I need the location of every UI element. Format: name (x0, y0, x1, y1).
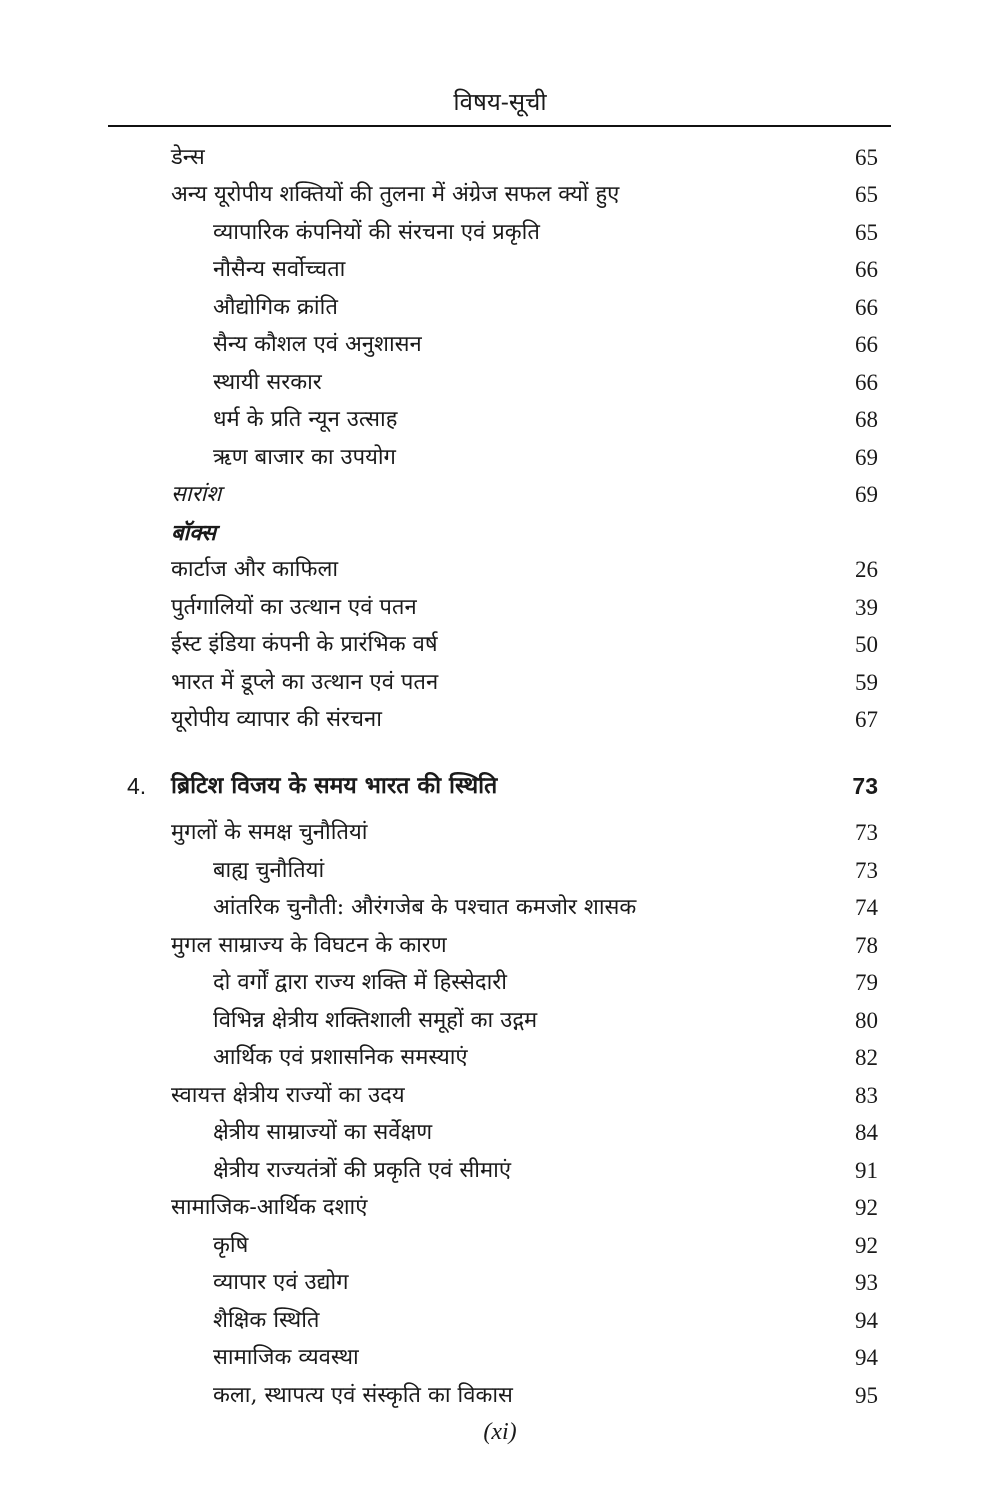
toc-entry-label: सारांश (171, 482, 222, 507)
toc-entry-label: यूरोपीय व्यापार की संरचना (171, 707, 382, 732)
toc-entry-page: 82 (855, 1045, 878, 1070)
toc-box-entry[interactable] (0, 665, 1000, 701)
toc-entry-page: 65 (855, 182, 878, 207)
toc-entry-page: 66 (855, 370, 878, 395)
toc-subentry[interactable] (0, 440, 1000, 476)
toc-entry-page: 93 (855, 1270, 878, 1295)
toc-entry-page: 92 (855, 1195, 878, 1220)
toc-entry-label: ईस्ट इंडिया कंपनी के प्रारंभिक वर्ष (171, 632, 438, 657)
toc-subentry[interactable] (0, 252, 1000, 288)
toc-entry-page: 39 (855, 595, 878, 620)
toc-entry-label: आर्थिक एवं प्रशासनिक समस्याएं (213, 1045, 468, 1070)
toc-subentry[interactable] (0, 365, 1000, 401)
chapter-title: ब्रिटिश विजय के समय भारत की स्थिति (171, 772, 498, 799)
toc-subentry[interactable] (0, 327, 1000, 363)
toc-entry-label: बाह्य चुनौतियां (213, 858, 325, 883)
toc-subentry[interactable] (0, 1228, 1000, 1264)
toc-entry-page: 68 (855, 407, 878, 432)
toc-box-entry[interactable] (0, 552, 1000, 588)
toc-entry-page: 80 (855, 1008, 878, 1033)
toc-box-entry[interactable] (0, 590, 1000, 626)
toc-subentry[interactable] (0, 1378, 1000, 1414)
page-number: (xi) (483, 1419, 517, 1445)
toc-subentry[interactable] (0, 1040, 1000, 1076)
toc-entry-page: 94 (855, 1345, 878, 1370)
toc-entry-page: 69 (855, 445, 878, 470)
toc-entry-page: 59 (855, 670, 878, 695)
toc-entry-label: नौसैन्य सर्वोच्चता (213, 257, 346, 282)
toc-entry-page: 73 (855, 820, 878, 845)
toc-entry-page: 83 (855, 1083, 878, 1108)
toc-entry-label: धर्म के प्रति न्यून उत्साह (213, 407, 398, 432)
toc-entry-label: शैक्षिक स्थिति (213, 1308, 320, 1333)
toc-entry-label: अन्य यूरोपीय शक्तियों की तुलना में अंग्रेज सफल क्यों हुए (171, 182, 620, 207)
toc-entry-label: कृषि (213, 1233, 249, 1258)
toc-entry-label: मुगल साम्राज्य के विघटन के कारण (171, 933, 447, 958)
chapter-number: 4. (127, 773, 147, 799)
toc-entry-label: पुर्तगालियों का उत्थान एवं पतन (171, 595, 417, 620)
toc-entry-label: स्वायत्त क्षेत्रीय राज्यों का उदय (171, 1083, 405, 1108)
toc-entry-page: 84 (855, 1120, 878, 1145)
toc-entry-label: क्षेत्रीय साम्राज्यों का सर्वेक्षण (213, 1120, 433, 1145)
toc-subentry[interactable] (0, 1340, 1000, 1376)
toc-entry-page: 79 (855, 970, 878, 995)
toc-subentry[interactable] (0, 290, 1000, 326)
header-divider (108, 125, 891, 127)
toc-entry[interactable] (0, 177, 1000, 213)
toc-entry-label: व्यापारिक कंपनियों की संरचना एवं प्रकृति (213, 220, 540, 245)
toc-subentry[interactable] (0, 1153, 1000, 1189)
toc-entry[interactable] (0, 1078, 1000, 1114)
chapter-page: 73 (852, 773, 878, 799)
toc-entry-page: 73 (855, 858, 878, 883)
toc-subentry[interactable] (0, 1003, 1000, 1039)
toc-entry-page: 74 (855, 895, 878, 920)
toc-entry-page: 66 (855, 295, 878, 320)
toc-entry-page: 66 (855, 257, 878, 282)
toc-entry-page: 92 (855, 1233, 878, 1258)
chapter-heading[interactable] (0, 768, 1000, 804)
toc-subentry[interactable] (0, 1265, 1000, 1301)
toc-entry-label: औद्योगिक क्रांति (213, 295, 338, 320)
page-title: विषय-सूची (453, 88, 547, 116)
toc-entry[interactable] (0, 140, 1000, 176)
toc-entry-label: व्यापार एवं उद्योग (213, 1270, 349, 1295)
toc-subentry[interactable] (0, 890, 1000, 926)
toc-entry-label: दो वर्गों द्वारा राज्य शक्ति में हिस्सेदारी (213, 970, 507, 995)
toc-entry-label: सामाजिक व्यवस्था (213, 1345, 359, 1370)
toc-entry-label: ऋण बाजार का उपयोग (213, 445, 396, 470)
toc-entry-page: 69 (855, 482, 878, 507)
toc-boxes-heading (0, 515, 1000, 551)
toc-entry-page: 66 (855, 332, 878, 357)
toc-entry-label: डेन्स (171, 145, 205, 170)
toc-entry-page: 94 (855, 1308, 878, 1333)
toc-entry[interactable] (0, 1190, 1000, 1226)
toc-entry-label: विभिन्न क्षेत्रीय शक्तिशाली समूहों का उद्गम (213, 1008, 538, 1033)
toc-entry-label: भारत में डूप्ले का उत्थान एवं पतन (171, 670, 439, 695)
toc-entry-label: मुगलों के समक्ष चुनौतियां (171, 820, 368, 845)
toc-subentry[interactable] (0, 402, 1000, 438)
toc-entry-page: 91 (855, 1158, 878, 1183)
toc-box-entry[interactable] (0, 627, 1000, 663)
toc-entry-label: आंतरिक चुनौती: औरंगजेब के पश्चात कमजोर शासक (213, 895, 637, 920)
toc-entry-page: 50 (855, 632, 878, 657)
toc-subentry[interactable] (0, 1115, 1000, 1151)
toc-entry[interactable] (0, 928, 1000, 964)
boxes-heading-label: बॉक्स (171, 520, 216, 546)
toc-entry-label: स्थायी सरकार (213, 370, 322, 395)
toc-entry-page: 65 (855, 145, 878, 170)
toc-entry-page: 67 (855, 707, 878, 732)
toc-entry-label: सैन्य कौशल एवं अनुशासन (213, 332, 422, 357)
toc-subentry[interactable] (0, 215, 1000, 251)
toc-entry-page: 78 (855, 933, 878, 958)
toc-entry[interactable] (0, 815, 1000, 851)
toc-entry-label: कार्टाज और काफिला (171, 557, 339, 582)
toc-entry-page: 95 (855, 1383, 878, 1408)
toc-subentry[interactable] (0, 1303, 1000, 1339)
toc-entry-page: 26 (855, 557, 878, 582)
toc-entry-label: क्षेत्रीय राज्यतंत्रों की प्रकृति एवं सीमाएं (213, 1158, 511, 1183)
toc-box-entry[interactable] (0, 702, 1000, 738)
toc-entry-summary[interactable] (0, 477, 1000, 513)
toc-entry-page: 65 (855, 220, 878, 245)
toc-entry-label: सामाजिक-आर्थिक दशाएं (171, 1195, 368, 1220)
toc-subentry[interactable] (0, 853, 1000, 889)
toc-entry-label: कला, स्थापत्य एवं संस्कृति का विकास (213, 1383, 513, 1408)
toc-subentry[interactable] (0, 965, 1000, 1001)
